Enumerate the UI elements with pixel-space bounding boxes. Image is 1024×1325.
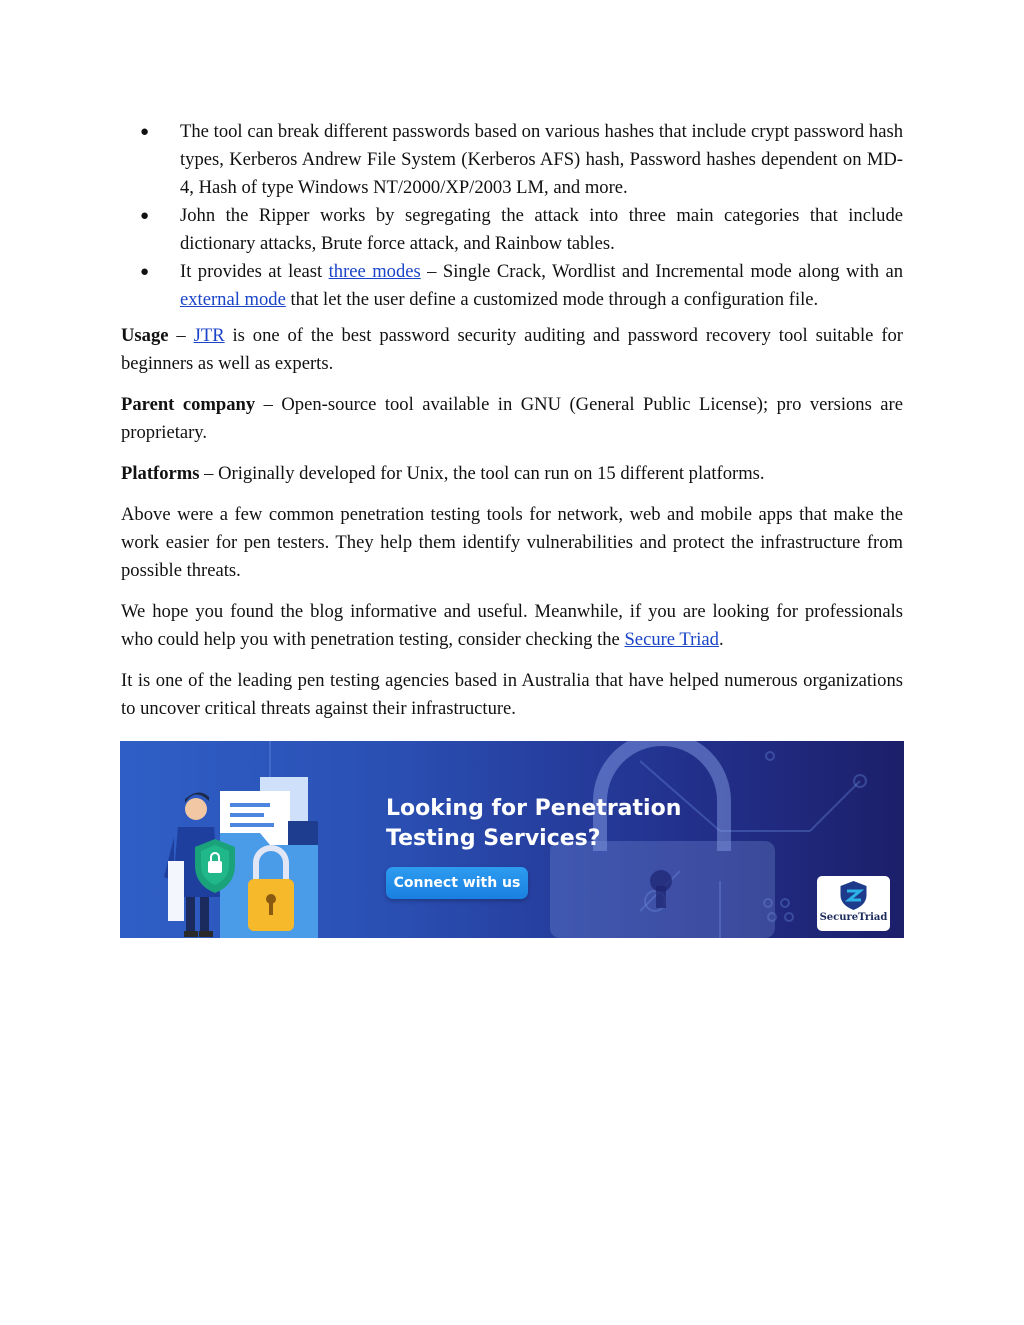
- bullet-icon: ●: [140, 124, 150, 140]
- banner-headline: Looking for Penetration Testing Services?: [386, 796, 682, 851]
- list-item: ● It provides at least three modes – Single Crack, Wordlist and Incremental mode along with an external mode that let the user define a customized mode through a configuration file.: [121, 258, 903, 314]
- document-page: [121, 118, 903, 736]
- bullet-icon: ●: [140, 264, 150, 280]
- list-item: ● John the Ripper works by segregating the attack into three main categories that include dictionary attacks, Brute force attack, and Rainbow tables.: [121, 202, 903, 258]
- jtr-link[interactable]: JTR: [193, 325, 225, 346]
- bullet-icon: ●: [140, 208, 150, 224]
- usage-paragraph: Usage – JTR is one of the best password security auditing and password recovery tool suitable for beginners as well as experts.: [121, 325, 903, 374]
- secure-triad-link[interactable]: Secure Triad: [624, 629, 719, 650]
- promo-banner[interactable]: [120, 741, 904, 938]
- external-mode-link[interactable]: external mode: [180, 289, 286, 310]
- shield-logo-icon: [817, 876, 890, 912]
- parent-company-paragraph: Parent company – Open-source tool available in GNU (General Public License); pro versions are proprietary.: [121, 394, 903, 443]
- platforms-paragraph: Platforms – Originally developed for Unix, the tool can run on 15 different platforms.: [121, 463, 765, 484]
- list-item: ● The tool can break different passwords based on various hashes that include crypt password hash types, Kerberos Andrew File System (Kerberos AFS) hash, Password hashes dependent on MD-4, Hash of type Windows NT/2000/XP/2003 LM, and more.: [121, 118, 903, 202]
- three-modes-link[interactable]: three modes: [328, 261, 421, 282]
- summary-paragraph: Above were a few common penetration testing tools for network, web and mobile apps that make the work easier for pen testers. They help them identify vulnerabilities and protect the infrastructure from possible threats.: [121, 504, 903, 581]
- agency-paragraph: It is one of the leading pen testing agencies based in Australia that have helped numerous organizations to uncover critical threats against their infrastructure.: [121, 670, 903, 719]
- feature-list: [121, 118, 903, 314]
- recommendation-paragraph: We hope you found the blog informative and useful. Meanwhile, if you are looking for professionals who could help you with penetration testing, consider checking the Secure Triad.: [121, 601, 903, 650]
- securetriad-logo: SecureTriad: [817, 876, 890, 931]
- connect-button[interactable]: Connect with us: [386, 867, 528, 899]
